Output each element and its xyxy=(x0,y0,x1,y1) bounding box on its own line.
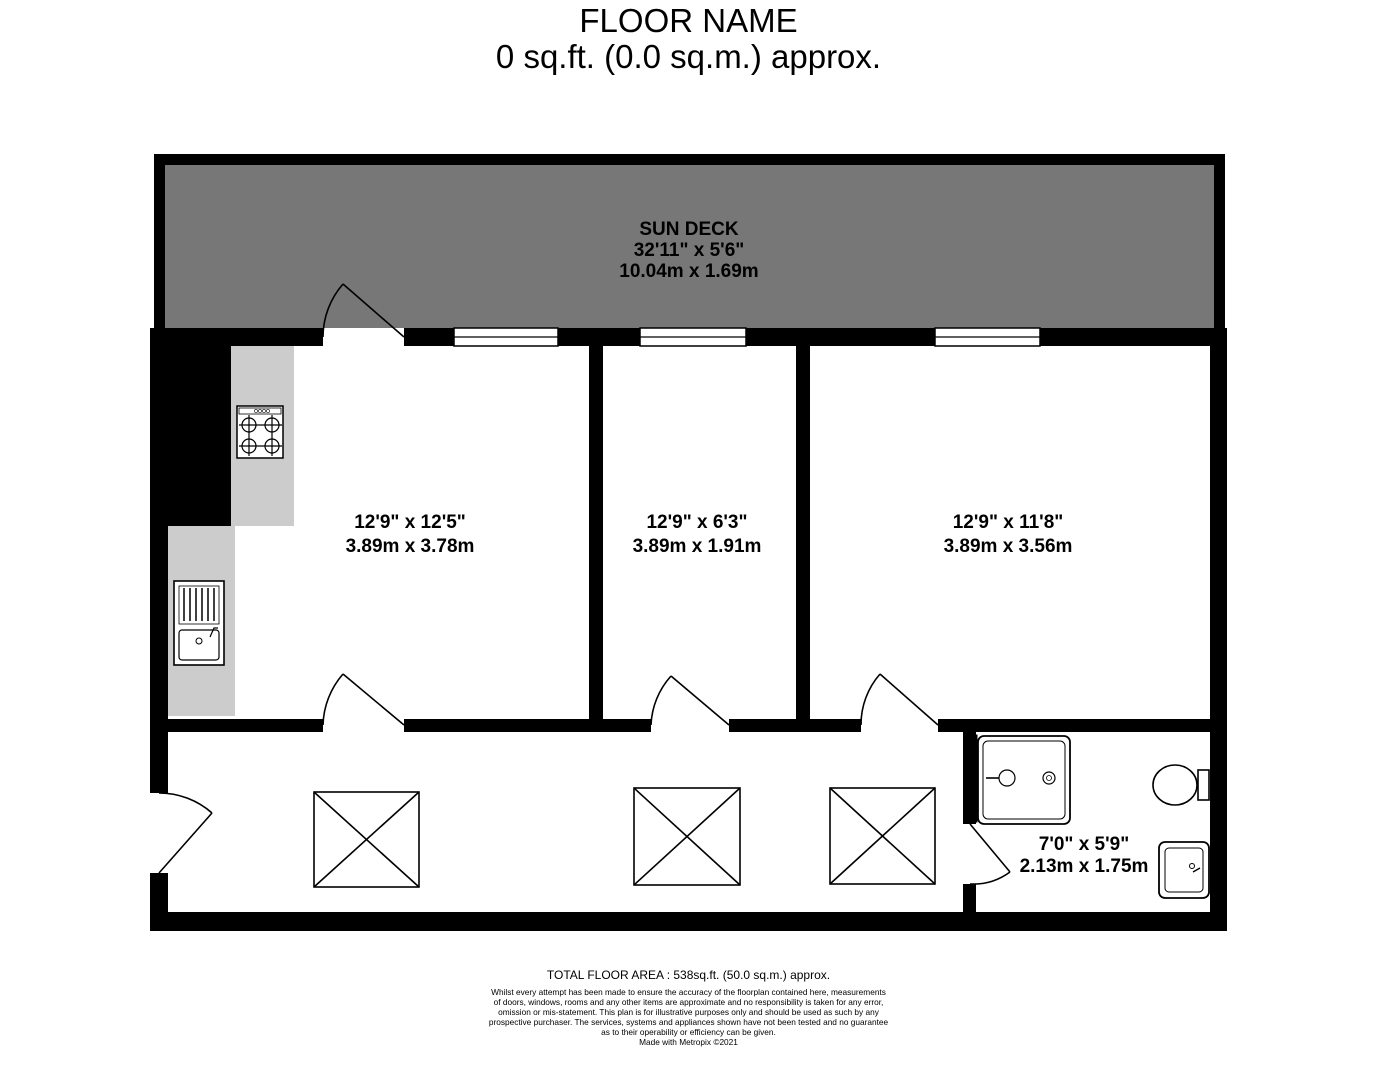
window-kitchen xyxy=(454,328,558,346)
disclaimer-line: omission or mis-statement. This plan is for illustrative purposes only and should be used as such by any xyxy=(498,1007,879,1017)
bathroom-metric: 2.13m x 1.75m xyxy=(1019,856,1149,877)
skylights xyxy=(314,788,935,887)
sun-deck-name: SUN DECK xyxy=(639,219,739,240)
floor-area-subtitle: 0 sq.ft. (0.0 sq.m.) approx. xyxy=(495,38,882,75)
kitchen-imperial: 12'9" x 12'5" xyxy=(354,512,466,533)
door-bathroom xyxy=(970,824,1010,884)
middle-room-imperial: 12'9" x 6'3" xyxy=(646,512,748,533)
door-middle-room xyxy=(651,676,729,725)
middle-room-metric: 3.89m x 1.91m xyxy=(632,536,762,557)
shower-tray-icon xyxy=(970,735,1070,824)
disclaimer-line: as to their operability or efficiency can be given. xyxy=(601,1027,776,1037)
disclaimer-line: Whilst every attempt has been made to ensure the accuracy of the floorplan contained here, measurements xyxy=(491,987,886,997)
kitchen-metric: 3.89m x 3.78m xyxy=(345,536,475,557)
wash-basin-icon xyxy=(1159,842,1209,898)
window-middle-room xyxy=(640,328,746,346)
door-entrance xyxy=(159,793,212,873)
sun-deck-imperial: 32'11" x 5'6" xyxy=(633,240,745,261)
bathroom-imperial: 7'0" x 5'9" xyxy=(1038,834,1130,855)
total-floor-area: TOTAL FLOOR AREA : 538sq.ft. (50.0 sq.m.) approx. xyxy=(546,968,831,982)
credit-line: Made with Metropix ©2021 xyxy=(639,1037,738,1047)
sun-deck-metric: 10.04m x 1.69m xyxy=(619,261,759,282)
disclaimer-line: prospective purchaser. The services, systems and appliances shown have not been tested and no guarantee xyxy=(488,1017,889,1027)
door-right-room xyxy=(861,674,938,725)
disclaimer-line: of doors, windows, rooms and any other items are approximate and no responsibility is taken for any error, xyxy=(493,997,884,1007)
toilet-icon xyxy=(1153,765,1209,805)
skylight-2 xyxy=(634,788,740,885)
floor-name-title: FLOOR NAME xyxy=(579,2,798,39)
right-room-imperial: 12'9" x 11'8" xyxy=(952,512,1064,533)
door-kitchen xyxy=(323,674,404,725)
window-right-room xyxy=(935,328,1040,346)
hob-icon xyxy=(237,406,283,458)
disclaimer xyxy=(0,987,1377,1047)
kitchen-sink-icon xyxy=(174,581,224,665)
right-room-metric: 3.89m x 3.56m xyxy=(943,536,1073,557)
skylight-1 xyxy=(314,792,419,887)
skylight-3 xyxy=(830,788,935,884)
